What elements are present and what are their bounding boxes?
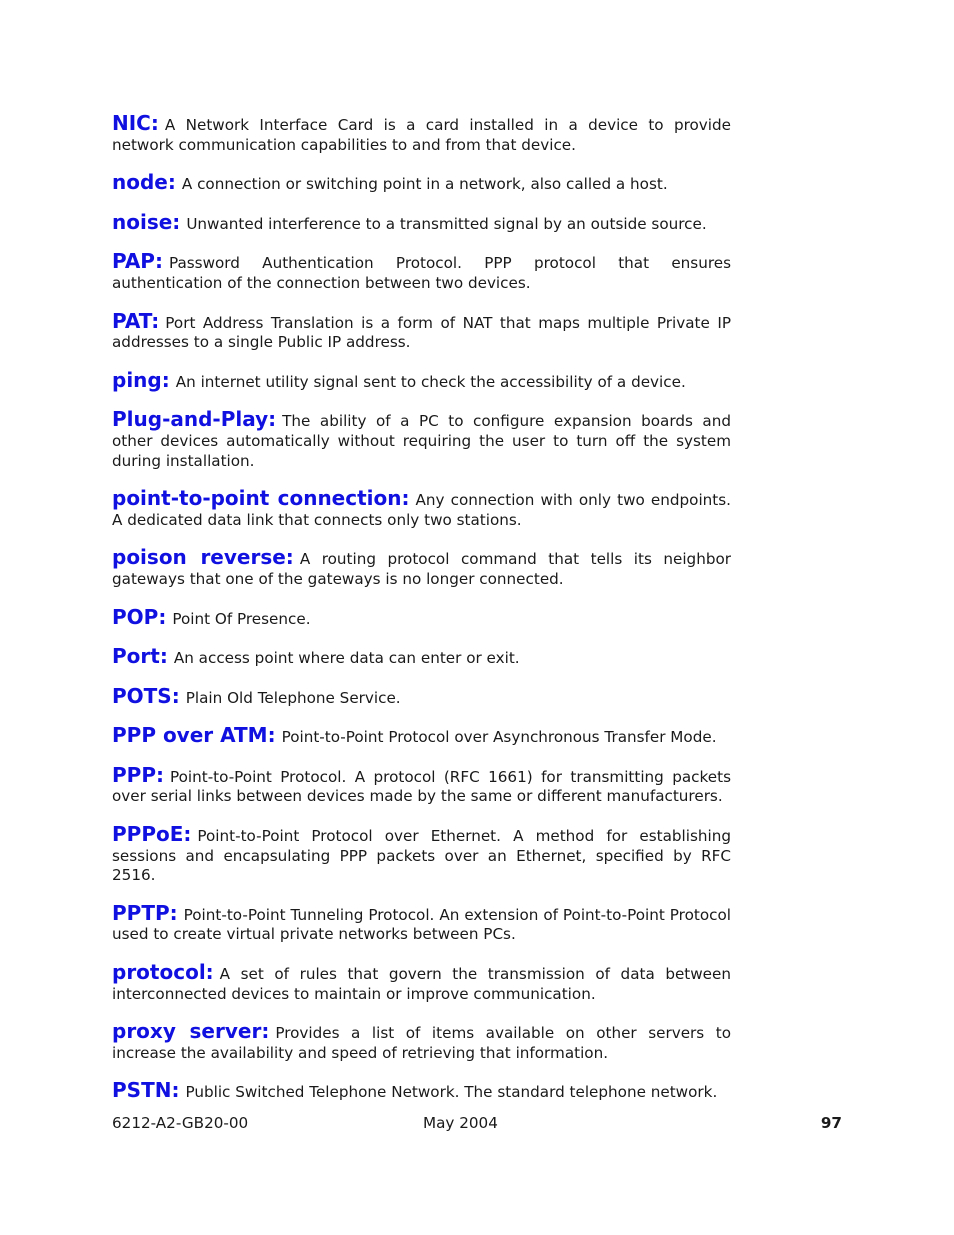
glossary-definition: Unwanted interference to a transmitted signal by an outside source. [186,214,707,233]
glossary-definition: A connection or switching point in a network, also called a host. [181,175,668,194]
glossary-entry-pptp [112,900,731,945]
glossary-entry-port [112,644,731,669]
glossary-entry-node [112,170,731,195]
glossary-term: point-to-point connection: [112,486,410,511]
glossary-definition: Public Switched Telephone Network. The standard telephone network. [185,1083,718,1102]
glossary-entry-proxy-server [112,1019,731,1063]
glossary-term: POTS: [112,683,180,708]
glossary-definition: Plain Old Telephone Service. [185,688,401,707]
glossary-term: PSTN: [112,1078,180,1103]
glossary-definition: An access point where data can enter or exit. [173,649,520,668]
glossary-term: node: [112,170,176,195]
glossary-entry-pots [112,683,731,709]
glossary-term: Port: [112,644,168,669]
glossary-definition: A set of rules that govern the transmission of data between interconnected devices to maintain or improve communication. [112,965,731,1003]
page-footer [112,1114,842,1136]
publication-date: May 2004 [423,1114,498,1132]
glossary-term: noise: [112,209,181,234]
glossary-term: PAP: [112,249,163,274]
glossary-definition: Any connection with only two endpoints. A dedicated data link that connects only two stations. [112,491,732,529]
glossary-entry-poison-reverse [112,545,732,589]
glossary-definition: Point-to-Point Protocol over Asynchronous Transfer Mode. [281,728,717,747]
glossary-term: POP: [112,604,167,629]
glossary-term: PAT: [112,308,160,333]
glossary-term: poison reverse: [112,545,294,570]
glossary-definition: Point-to-Point Protocol. A protocol (RFC 1661) for transmitting packets over serial links between devices made by the same or different manufacturers. [112,767,731,806]
glossary-entry-pstn [112,1078,731,1103]
glossary-definition: Password Authentication Protocol. PPP protocol that ensures authentication of the connection between two devices. [112,254,731,292]
glossary-term: Plug-and-Play: [112,407,277,432]
glossary-term: NIC: [112,111,159,135]
glossary-term: PPPoE: [112,822,192,847]
glossary-entry-point-to-point-connection [112,486,732,530]
glossary-entry-ppp-over-atm [112,723,731,748]
glossary-definition: Provides a list of items available on other servers to increase the availability and speed of retrieving that information. [112,1024,731,1062]
glossary-entry-pppoe [112,822,731,886]
glossary-entry-pat [112,308,731,353]
glossary-definition: The ability of a PC to configure expansion boards and other devices automatically without requiring the user to turn off the system during installation. [112,412,731,470]
glossary-definition: Port Address Translation is a form of NAT that maps multiple Private IP addresses to a single Public IP address. [112,313,731,352]
glossary-entry-protocol [112,960,731,1004]
glossary-entry-noise [112,209,731,235]
glossary-term: proxy server: [112,1019,270,1044]
glossary-entry-nic [112,111,731,155]
glossary-entry-ping [112,367,731,393]
glossary-term: ping: [112,367,170,392]
glossary-definition: Point-to-Point Protocol over Ethernet. A method for establishing sessions and encapsulating PPP packets over an Ethernet, specified by RFC 2516. [112,827,731,885]
glossary-entry-pop [112,604,731,630]
glossary-entry-pap [112,249,731,293]
glossary-definition: Point Of Presence. [172,609,311,628]
glossary-list [112,111,732,1121]
document-id: 6212-A2-GB20-00 [112,1114,249,1132]
glossary-definition: An internet utility signal sent to check the accessibility of a device. [175,372,686,391]
glossary-definition: A routing protocol command that tells its neighbor gateways that one of the gateways is no longer connected. [112,550,732,588]
glossary-entry-plug-and-play [112,407,731,471]
glossary-term: protocol: [112,960,214,985]
glossary-definition: A Network Interface Card is a card installed in a device to provide network communication capabilities to and from that device. [112,116,731,154]
glossary-term: PPTP: [112,900,178,925]
glossary-term: PPP: [112,762,164,787]
page-number: 97 [820,1114,842,1132]
glossary-term: PPP over ATM: [112,723,276,748]
glossary-entry-ppp [112,762,731,807]
glossary-definition: Point-to-Point Tunneling Protocol. An extension of Point-to-Point Protocol used to create virtual private networks between PCs. [112,905,731,944]
